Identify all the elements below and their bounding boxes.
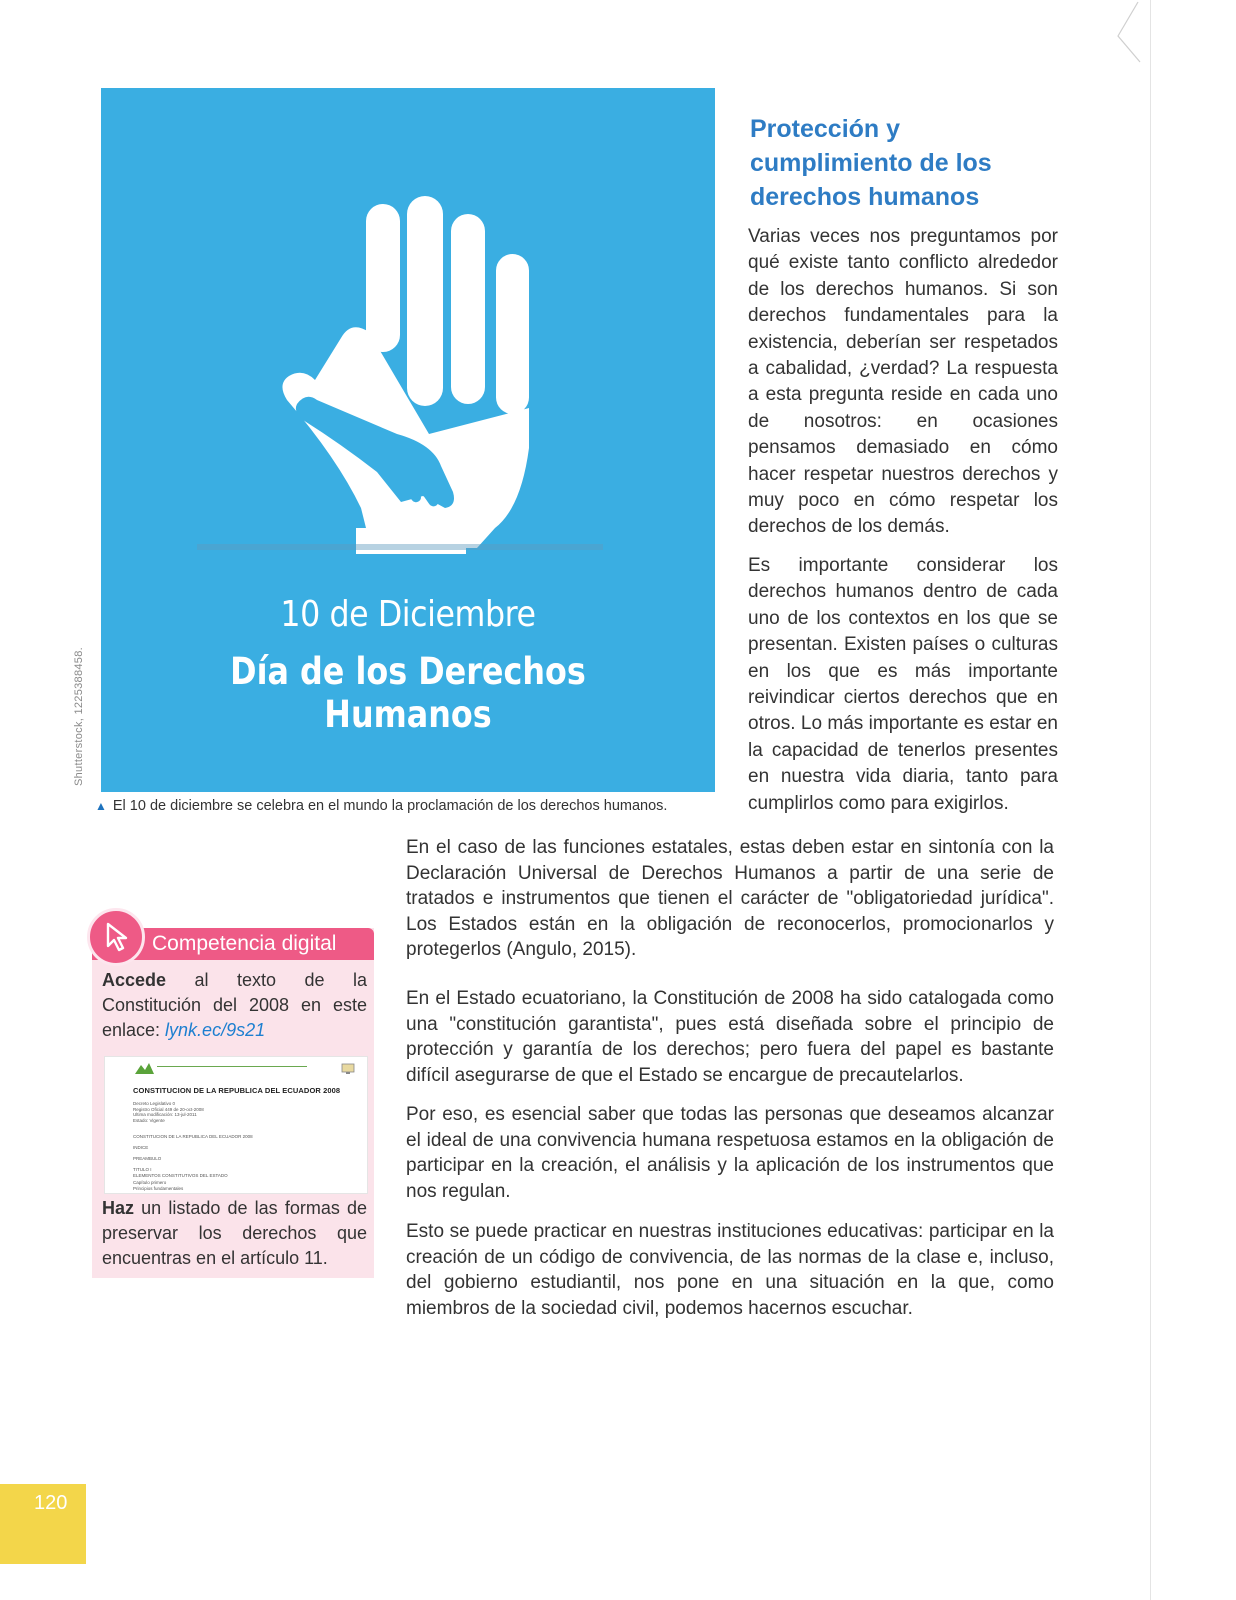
image-caption [95, 797, 675, 816]
competencia-badge [87, 908, 145, 966]
page-corner-curl [1104, 0, 1144, 70]
competencia-title: Competencia digital [152, 932, 337, 955]
thumbnail-meta-3: Ultima modificación: 13-jul-2011 [133, 1112, 197, 1117]
paragraph-2: Es importante considerar los derechos humanos dentro de cada uno de los contextos en los que se presentan. Existen países o culturas en los que es más importante reivindicar ciertos derechos que en otros. Lo más importante es estar en la capacidad de tenerlos presentes en nuestra vida diaria, tanto para cumplirlos como para exigirlos. [748, 555, 1058, 814]
thumbnail-meta-2: Registro Oficial 449 de 20-oct-2008 [133, 1106, 204, 1112]
task-text: un listado de las formas de preservar los derechos que encuentras en el artículo 11. [102, 1198, 367, 1268]
section-title: Protección y cumplimiento de los derechos humanos [750, 115, 992, 211]
thumbnail-meta-4: Estado: Vigente [133, 1117, 165, 1123]
page-edge [1150, 0, 1151, 1600]
task-bold: Haz [102, 1198, 135, 1218]
competencia-intro [102, 968, 367, 1043]
paragraph-4: En el Estado ecuatoriano, la Constitución de 2008 ha sido catalogada como una "constitución garantista", pues está diseñada sobre el principio de protección y garantía de los derechos; pero fuera del papel es bastante difícil asegurarse de que el Estado se encargue de precautelarlos. [406, 988, 1054, 1086]
thumbnail-item-7: Principios fundamentales [133, 1185, 184, 1191]
thumbnail-item-2: INDICE [133, 1145, 149, 1150]
cursor-pointer-icon [100, 920, 134, 954]
poster-date: 10 de Diciembre [280, 594, 536, 635]
human-rights-day-poster [101, 88, 715, 792]
logo-icon [133, 1061, 155, 1075]
triangle-icon: ▲ [95, 799, 107, 813]
intro-bold: Accede [102, 970, 167, 990]
competencia-task [102, 1196, 367, 1271]
poster-title: Día de los Derechos Humanos [230, 650, 586, 736]
competencia-digital-box [92, 928, 374, 1278]
thumbnail-item-1: CONSTITUCION DE LA REPUBLICA DEL ECUADOR 2008 [133, 1134, 253, 1139]
page-number: 120 [34, 1492, 68, 1514]
monitor-icon [341, 1063, 355, 1075]
thumbnail-item-6: Capítulo primero [133, 1180, 167, 1185]
thumbnail-meta-1: Decreto Legislativo 0 [133, 1101, 176, 1106]
thumbnail-title: CONSTITUCION DE LA REPUBLICA DEL ECUADOR 2008 [133, 1086, 341, 1095]
constitution-thumbnail [104, 1056, 368, 1194]
thumbnail-header-line [157, 1066, 307, 1067]
paragraph-6: Esto se puede practicar en nuestras instituciones educativas: participar en la creación de un código de convivencia, de las normas de la clase e, incluso, del gobierno estudiantil, nos pone en una situación en la que, como miembros de la sociedad civil, podemos hacernos escuchar. [406, 1221, 1054, 1319]
paragraph-3: En el caso de las funciones estatales, estas deben estar en sintonía con la Declaración Universal de Derechos Humanos a partir de una serie de tratados e instrumentos que tienen el carácter de "obligatoriedad jurídica". Los Estados están en la obligación de reconocerlos, promocionarlos y protegerlos (Angulo, 2015). [406, 837, 1054, 961]
thumbnail-item-4: TITULO I [133, 1167, 152, 1172]
intro-text: al texto de la Constitución del 2008 en este enlace: [102, 970, 367, 1040]
paragraph-1: Varias veces nos preguntamos por qué existe tanto conflicto alrededor de los derechos humanos. Si son derechos fundamentales para la existencia, deberían ser respetados a cabalidad, ¿verdad? La respuesta a esta pregunta reside en cada uno de nosotros: en ocasiones pensamos demasiado en cómo hacer respetar nuestros derechos y muy poco en cómo respetar los derechos de los demás. [748, 226, 1058, 538]
constitution-link[interactable]: lynk.ec/9s21 [165, 1020, 266, 1040]
caption-text: El 10 de diciembre se celebra en el mundo la proclamación de los derechos humanos. [112, 798, 668, 814]
thumbnail-item-3: PREAMBULO [133, 1156, 162, 1161]
image-credit: Shutterstock, 1225388458. [73, 647, 85, 786]
paragraph-5: Por eso, es esencial saber que todas las personas que deseamos alcanzar el ideal de una convivencia humana respetuosa estamos en la obligación de participar en la creación, el análisis y la aplicación de los instrumentos que nos regulan. [406, 1104, 1054, 1202]
thumbnail-item-5: ELEMENTOS CONSTITUTIVOS DEL ESTADO [133, 1172, 228, 1178]
